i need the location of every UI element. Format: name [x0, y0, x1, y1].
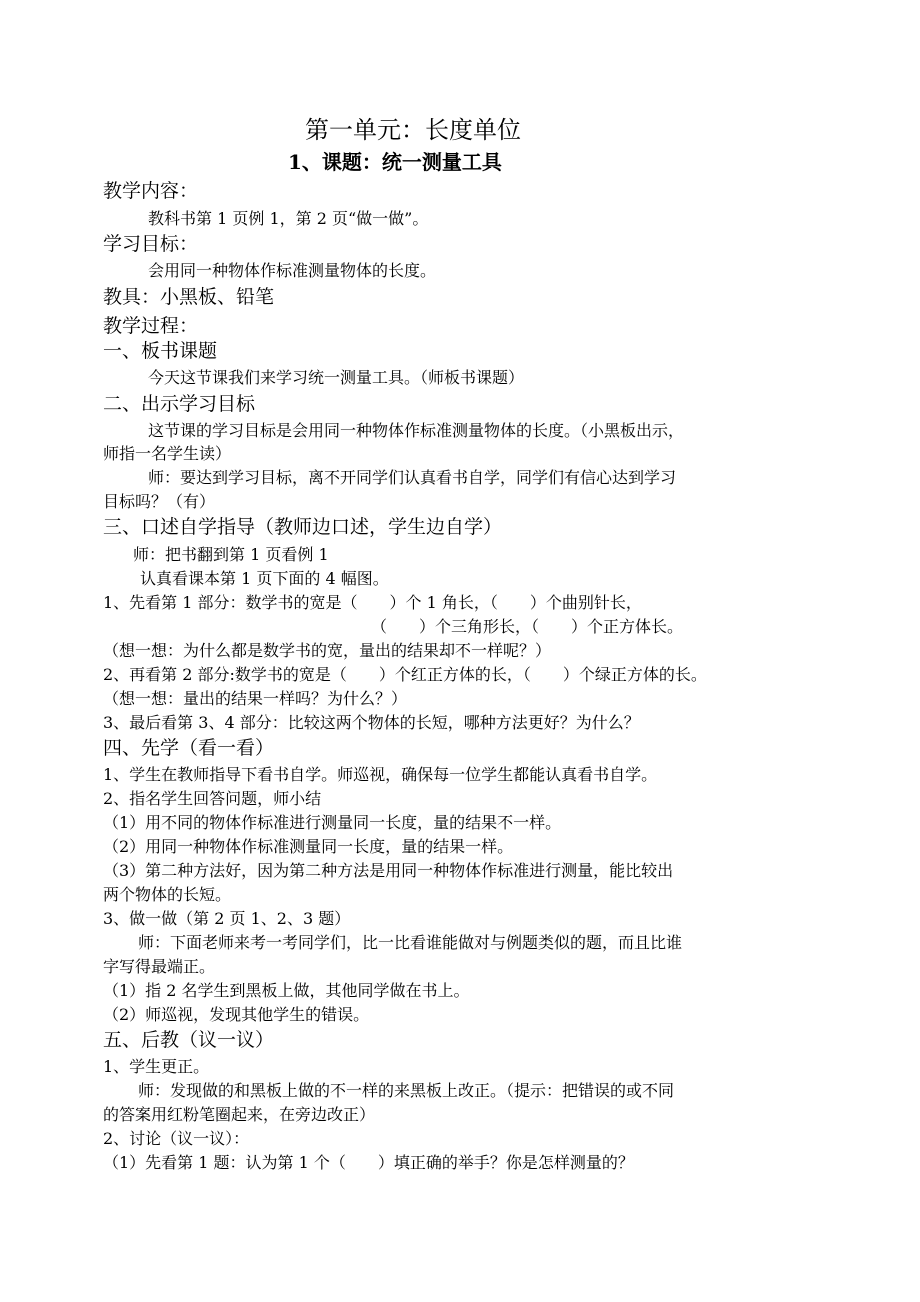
paragraph-line: 教科书第 1 页例 1，第 2 页“做一做”。: [148, 209, 429, 228]
paragraph-line: （ ）个三角形长，（ ）个正方体长。: [371, 617, 684, 636]
section-heading: 教具：小黑板、铅笔: [103, 286, 275, 308]
paragraph-line: （1）先看第 1 题：认为第 1 个（ ）填正确的举手？你是怎样测量的？: [103, 1153, 634, 1172]
paragraph-line: （2）用同一种物体作标准测量同一长度，量的结果一样。: [103, 837, 514, 856]
paragraph-line: （想一想：量出的结果一样吗？为什么？）: [103, 689, 408, 708]
section-heading: 三、口述自学指导（教师边口述，学生边自学）: [103, 516, 503, 538]
paragraph-line: 的答案用红粉笔圈起来，在旁边改正）: [103, 1105, 376, 1124]
paragraph-line: 这节课的学习目标是会用同一种物体作标准测量物体的长度。（小黑板出示，: [148, 421, 685, 440]
paragraph-line: （3）第二种方法好，因为第二种方法是用同一种物体作标准进行测量，能比较出: [103, 861, 674, 880]
section-heading: 一、板书课题: [103, 340, 218, 362]
paragraph-line: （1）用不同的物体作标准进行测量同一长度，量的结果不一样。: [103, 813, 562, 832]
lesson-subtitle: 1、课题：统一测量工具: [288, 150, 502, 174]
paragraph-line: 师：把书翻到第 1 页看例 1: [133, 545, 329, 564]
paragraph-line: 1、学生在教师指导下看书自学。师巡视，确保每一位学生都能认真看书自学。: [103, 765, 658, 784]
paragraph-line: 3、最后看第 3、4 部分：比较这两个物体的长短，哪种方法更好？为什么？: [103, 713, 640, 732]
paragraph-line: 两个物体的长短。: [103, 885, 232, 904]
paragraph-line: 目标吗？（有）: [103, 492, 216, 511]
paragraph-line: 今天这节课我们来学习统一测量工具。（师板书课题）: [148, 368, 525, 387]
paragraph-line: （2）师巡视，发现其他学生的错误。: [103, 1005, 370, 1024]
section-heading: 五、后教（议一议）: [103, 1029, 275, 1051]
paragraph-line: 师：发现做的和黑板上做的不一样的来黑板上改正。（提示：把错误的或不同: [138, 1081, 675, 1100]
section-heading: 学习目标：: [103, 233, 199, 255]
paragraph-line: 师：下面老师来考一考同学们，比一比看谁能做对与例题类似的题，而且比谁: [138, 933, 683, 952]
paragraph-line: 师：要达到学习目标，离不开同学们认真看书自学，同学们有信心达到学习: [148, 468, 677, 487]
paragraph-line: 1、先看第 1 部分：数学书的宽是（ ）个 1 角长，（ ）个曲别针长，: [103, 593, 642, 612]
paragraph-line: 2、再看第 2 部分:数学书的宽是（ ）个红正方体的长，（ ）个绿正方体的长。: [103, 665, 707, 684]
section-heading: 四、先学（看一看）: [103, 737, 275, 759]
paragraph-line: （1）指 2 名学生到黑板上做，其他同学做在书上。: [103, 981, 470, 1000]
paragraph-line: 3、做一做（第 2 页 1、2、3 题）: [103, 909, 351, 928]
paragraph-line: 1、学生更正。: [103, 1057, 210, 1076]
paragraph-line: 字写得最端正。: [103, 957, 216, 976]
paragraph-line: 师指一名学生读）: [103, 444, 232, 463]
section-heading: 二、出示学习目标: [103, 393, 256, 415]
paragraph-line: （想一想：为什么都是数学书的宽，量出的结果却不一样呢？）: [103, 641, 552, 660]
section-heading: 教学内容：: [103, 180, 199, 202]
paragraph-line: 2、讨论（议一议）：: [103, 1129, 250, 1148]
document-title: 第一单元：长度单位: [305, 116, 521, 144]
section-heading: 教学过程：: [103, 315, 199, 337]
paragraph-line: 会用同一种物体作标准测量物体的长度。: [148, 261, 437, 280]
paragraph-line: 2、指名学生回答问题，师小结: [103, 789, 322, 808]
paragraph-line: 认真看课本第 1 页下面的 4 幅图。: [140, 569, 389, 588]
